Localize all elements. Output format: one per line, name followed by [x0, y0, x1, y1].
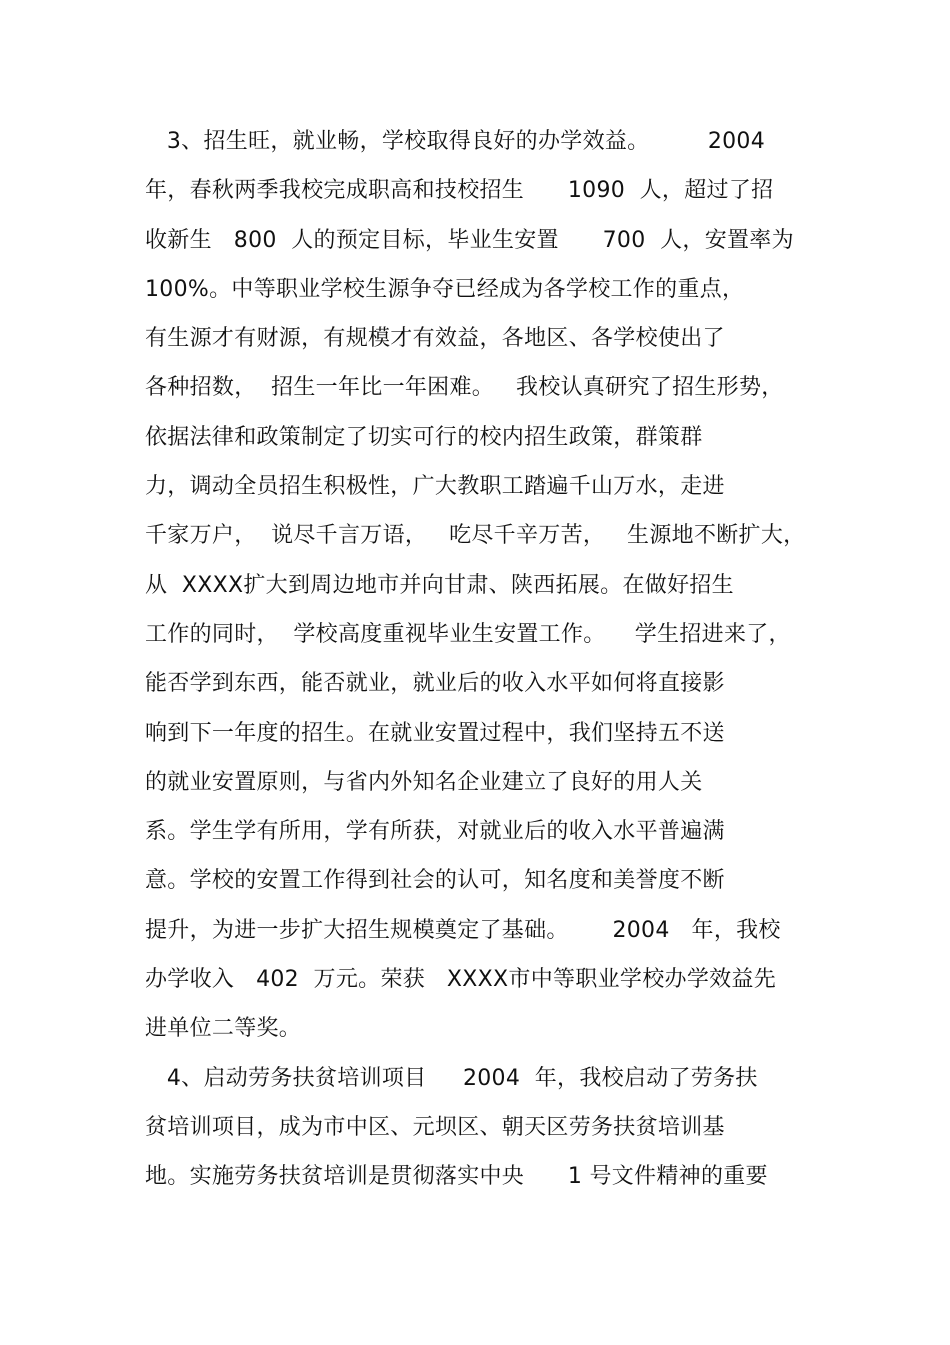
text-line: 3、招生旺，就业畅，学校取得良好的办学效益。 2004	[145, 129, 766, 154]
text-line: 100%。中等职业学校生源争夺已经成为各学校工作的重点，	[145, 276, 745, 302]
text-line: 响到下一年度的招生。在就业安置过程中，我们坚持五不送	[145, 720, 725, 746]
text-line: 意。学校的安置工作得到社会的认可，知名度和美誉度不断	[145, 868, 725, 894]
text-line: 年，春秋两季我校完成职高和技校招生 1090 人，超过了招	[145, 178, 774, 204]
text-line: 的就业安置原则，与省内外知名企业建立了良好的用人关	[145, 769, 703, 795]
text-line: 工作的同时， 学校高度重视毕业生安置工作。 学生招进来了，	[145, 621, 791, 647]
text-line: 各种招数， 招生一年比一年困难。 我校认真研究了招生形势，	[145, 375, 784, 401]
text-line: 能否学到东西，能否就业，就业后的收入水平如何将直接影	[145, 671, 725, 697]
text-line: 千家万户， 说尽千言万语， 吃尽千辛万苦， 生源地不断扩大，	[145, 523, 806, 549]
text-line: 提升，为进一步扩大招生规模奠定了基础。 2004 年，我校	[145, 917, 781, 943]
body-text	[145, 122, 815, 1207]
text-line: 办学收入 402 万元。荣获 XXXX市中等职业学校办学效益先	[145, 967, 777, 993]
text-line: 进单位二等奖。	[145, 1016, 302, 1042]
text-line: 收新生 800 人的预定目标，毕业生安置 700 人，安置率为	[145, 227, 794, 253]
text-line: 贫培训项目，成为市中区、元坝区、朝天区劳务扶贫培训基	[145, 1114, 725, 1140]
text-line: 4、启动劳务扶贫培训项目 2004 年，我校启动了劳务扶	[145, 1065, 758, 1091]
text-line: 系。学生学有所用，学有所获，对就业后的收入水平普遍满	[145, 819, 725, 845]
text-line: 地。实施劳务扶贫培训是贯彻落实中央 1 号文件精神的重要	[145, 1164, 768, 1190]
text-line: 依据法律和政策制定了切实可行的校内招生政策，群策群	[145, 424, 703, 450]
text-line: 力，调动全员招生积极性，广大教职工踏遍千山万水，走进	[145, 474, 725, 500]
text-line: 有生源才有财源，有规模才有效益，各地区、各学校使出了	[145, 326, 725, 352]
text-line: 从 XXXX扩大到周边地市并向甘肃、陕西拓展。在做好招生	[145, 572, 734, 598]
